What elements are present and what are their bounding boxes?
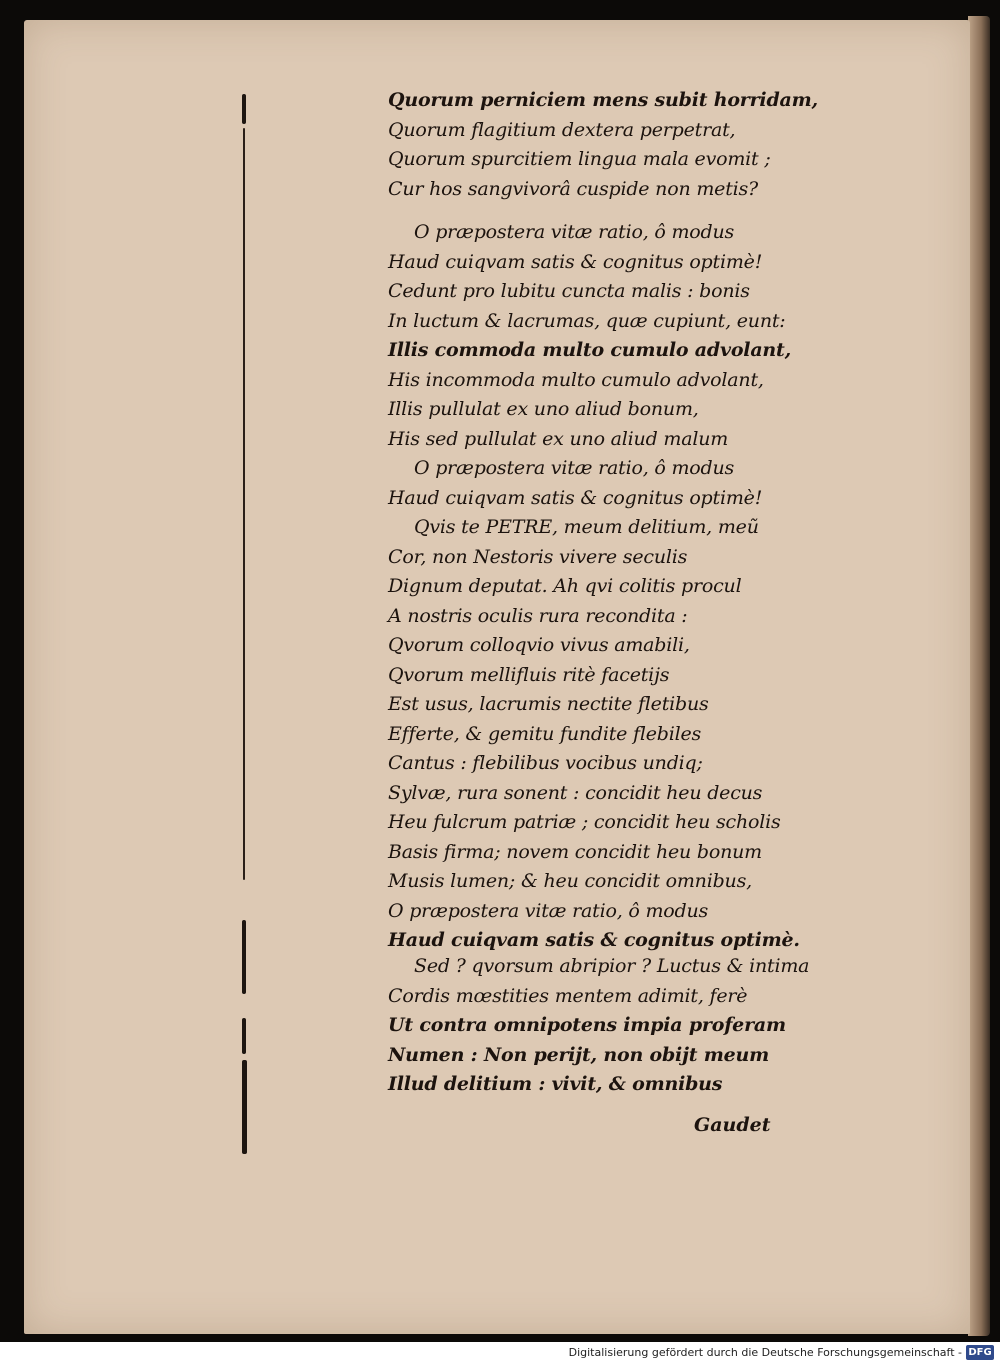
verse-line: Heu fulcrum patriæ ; concidit heu scholis [388, 811, 781, 833]
verse-line: His sed pullulat ex uno aliud malum [388, 427, 729, 450]
verse-line: O præpostera vitæ ratio, ô modus [414, 221, 735, 243]
verse-line: Est usus, lacrumis nectite fletibus [388, 693, 709, 715]
verse-line: Illud delitium : vivit, & omnibus [388, 1073, 723, 1095]
margin-rule [243, 128, 245, 880]
verse-line: Cur hos sangvivorâ cuspide non metis? [388, 177, 759, 200]
catchword: Gaudet [694, 1114, 771, 1136]
verse-line: Cedunt pro lubitu cuncta malis : bonis [388, 280, 750, 302]
margin-rule [242, 1060, 247, 1154]
verse-stanza-2 [388, 218, 818, 956]
verse-line: In luctum & lacrumas, quæ cupiunt, eunt: [388, 309, 786, 332]
verse-line: Sed ? qvorsum abripior ? Luctus & intima [414, 955, 810, 977]
verse-line: Cordis mœstities mentem adimit, ferè [388, 984, 748, 1007]
verse-line: Ut contra omnipotens impia proferam [388, 1014, 786, 1036]
verse-line: Quorum perniciem mens subit horridam, [388, 89, 818, 111]
dfg-logo: DFG [966, 1345, 994, 1360]
verse-line: Musis lumen; & heu concidit omnibus, [388, 870, 752, 892]
verse-line: Dignum deputat. Ah qvi colitis procul [388, 575, 742, 597]
verse-line: Qvorum colloqvio vivus amabili, [388, 634, 690, 656]
margin-rule [242, 920, 246, 994]
verse-line: Haud cuiqvam satis & cognitus optimè. [388, 929, 800, 951]
verse-line: Quorum flagitium dextera perpetrat, [388, 118, 736, 141]
verse-stanza-3 [388, 952, 818, 1100]
verse-line: Quorum spurcitiem lingua mala evomit ; [388, 148, 771, 170]
funding-credit: Digitalisierung gefördert durch die Deutsche Forschungsgemeinschaft - [568, 1346, 962, 1359]
verse-line: Haud cuiqvam satis & cognitus optimè! [388, 486, 763, 509]
page-edge [968, 16, 990, 1336]
verse-stanza-1 [388, 86, 818, 204]
verse-line: Cantus : flebilibus vocibus undiq; [388, 752, 703, 774]
verse-line: His incommoda multo cumulo advolant, [388, 368, 764, 391]
verse-line: A nostris oculis rura recondita : [388, 604, 688, 627]
verse-line: Cor, non Nestoris vivere seculis [388, 545, 688, 568]
margin-rule [242, 1018, 246, 1054]
verse-line: Haud cuiqvam satis & cognitus optimè! [388, 250, 763, 273]
verse-line: Illis commoda multo cumulo advolant, [388, 339, 792, 361]
verse-line: Sylvæ, rura sonent : concidit heu decus [388, 781, 763, 804]
verse-line: Numen : Non perijt, non obijt meum [388, 1043, 770, 1066]
verse-line: Qvis te PETRE, meum delitium, meũ [414, 516, 759, 538]
verse-line: Illis pullulat ex uno aliud bonum, [388, 398, 699, 420]
verse-line: Basis firma; novem concidit heu bonum [388, 840, 762, 863]
verse-line: Qvorum mellifluis ritè facetijs [388, 663, 670, 686]
verse-line: Efferte, & gemitu fundite flebiles [388, 722, 702, 745]
footer-bar [0, 1342, 1000, 1364]
verse-line: O præpostera vitæ ratio, ô modus [388, 899, 709, 922]
margin-rule [242, 94, 246, 124]
verse-line: O præpostera vitæ ratio, ô modus [414, 457, 735, 479]
